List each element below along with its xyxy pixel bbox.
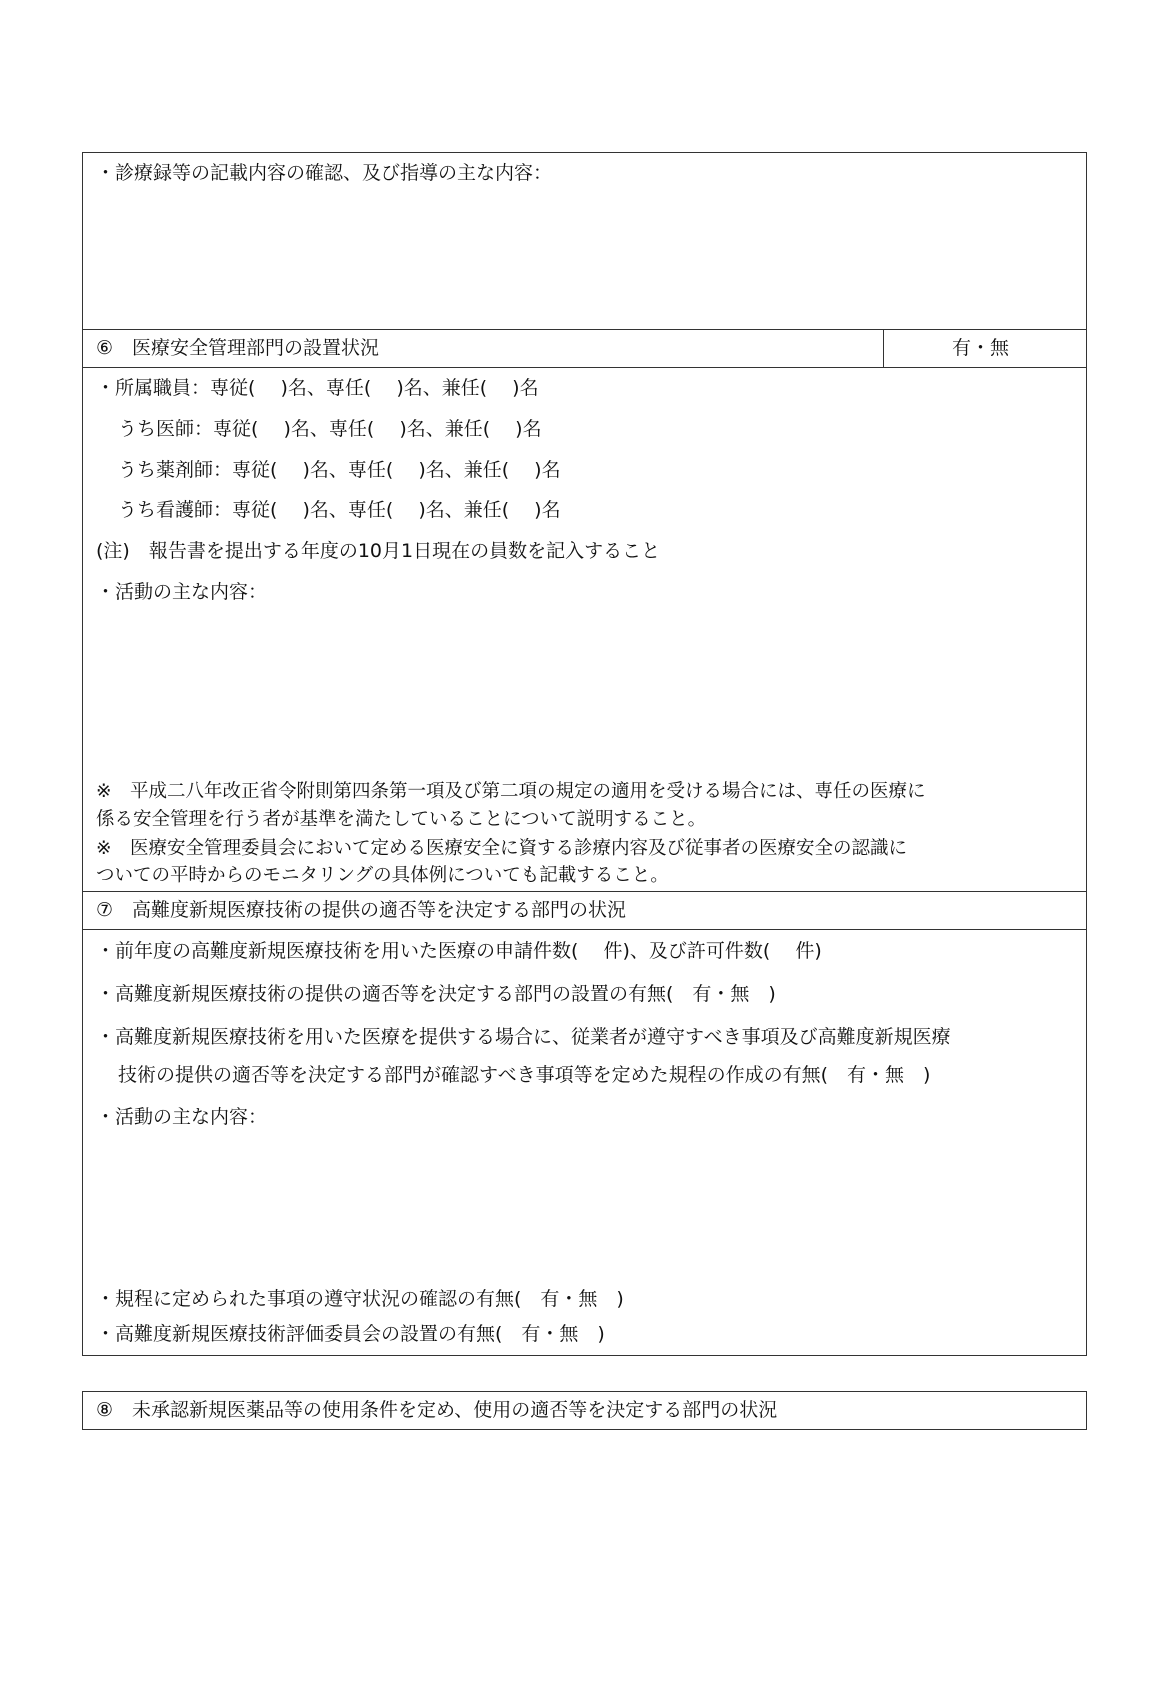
divider-records-section6: [82, 329, 1087, 330]
section6-remark1-line1: ※ 平成二八年改正省令附則第四条第一項及び第二項の規定の適用を受ける場合には、専任の医療に: [96, 781, 926, 802]
section7-item-committee: ・高難度新規医療技術評価委員会の設置の有無( 有・無 ): [96, 1323, 605, 1345]
section6-remark2-line2: ついての平時からのモニタリングの具体例についても記載すること。: [96, 865, 669, 886]
section6-staff-pharmacists: うち薬剤師：専従( )名、専任( )名、兼任( )名: [118, 459, 561, 481]
divider-section6-header: [82, 367, 1087, 368]
section6-staff-all: ・所属職員：専従( )名、専任( )名、兼任( )名: [96, 377, 539, 399]
divider-section6-section7: [82, 891, 1087, 892]
section6-staff-nurses: うち看護師：専従( )名、専任( )名、兼任( )名: [118, 499, 561, 521]
divider-section7-header: [82, 929, 1087, 930]
section6-staff-doctors: うち医師：専従( )名、専任( )名、兼任( )名: [118, 418, 542, 440]
section6-header-value: 有・無: [952, 337, 1010, 359]
section8-header: ⑧ 未承認新規医薬品等の使用条件を定め、使用の適否等を決定する部門の状況: [96, 1399, 778, 1421]
section6-note: (注) 報告書を提出する年度の10月1日現在の員数を記入すること: [96, 540, 661, 562]
records-review-text: ・診療録等の記載内容の確認、及び指導の主な内容：: [96, 162, 553, 184]
section6-remark1-line2: 係る安全管理を行う者が基準を満たしていることについて説明すること。: [96, 809, 707, 830]
main-form-table: [82, 152, 1087, 1356]
section6-remark2-line1: ※ 医療安全管理委員会において定める医療安全に資する診療内容及び従事者の医療安全の認識に: [96, 838, 908, 859]
section7-activities-label: ・活動の主な内容：: [96, 1106, 268, 1128]
section7-item-application-counts: ・前年度の高難度新規医療技術を用いた医療の申請件数( 件)、及び許可件数( 件): [96, 940, 822, 962]
section7-item-rules-line1: ・高難度新規医療技術を用いた医療を提供する場合に、従業者が遵守すべき事項及び高難度新規医療: [96, 1026, 951, 1048]
section7-item-department-exists: ・高難度新規医療技術の提供の適否等を決定する部門の設置の有無( 有・無 ): [96, 983, 776, 1005]
section7-item-rules-line2: 技術の提供の適否等を決定する部門が確認すべき事項等を定めた規程の作成の有無( 有・無 ): [118, 1064, 931, 1086]
section7-item-compliance-check: ・規程に定められた事項の遵守状況の確認の有無( 有・無 ): [96, 1288, 624, 1310]
section6-activities-label: ・活動の主な内容：: [96, 581, 268, 603]
section7-header: ⑦ 高難度新規医療技術の提供の適否等を決定する部門の状況: [96, 899, 627, 921]
divider-section6-value: [883, 329, 884, 367]
section6-header: ⑥ 医療安全管理部門の設置状況: [96, 337, 380, 359]
